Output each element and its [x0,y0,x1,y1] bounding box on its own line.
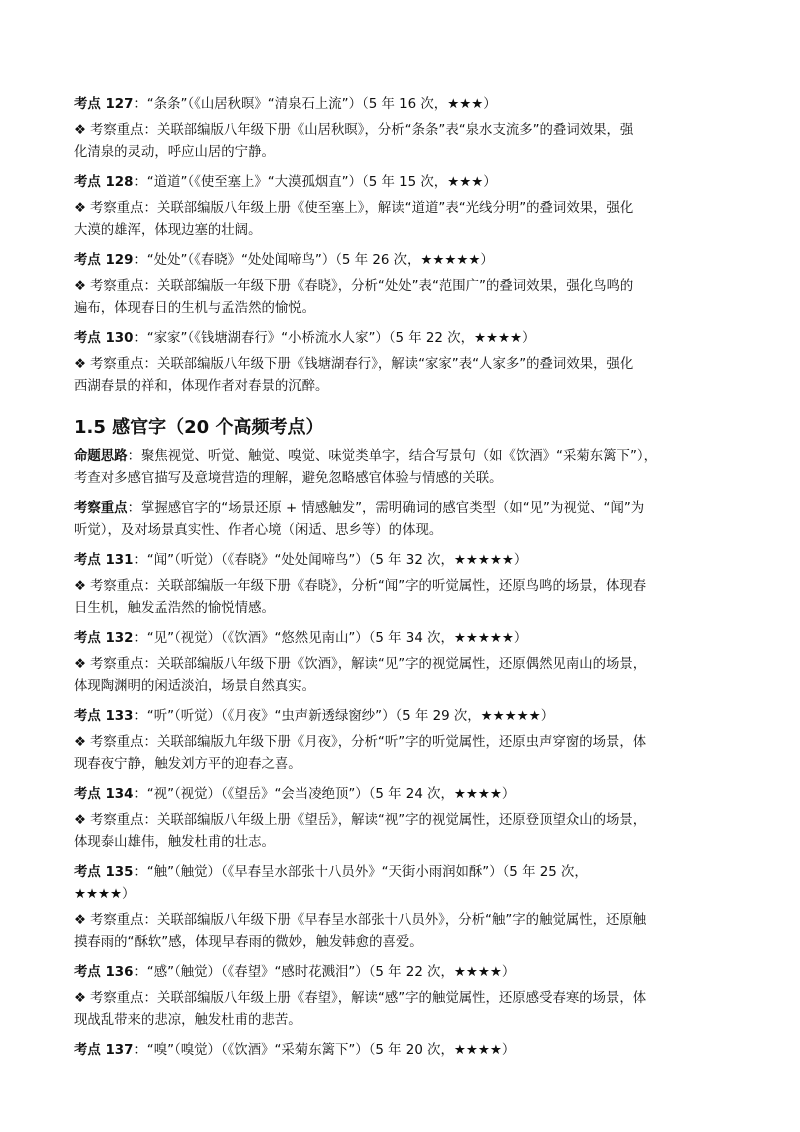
exam-point-label: 考点 127 [74,97,134,112]
exam-point-label: 考点 133 [74,709,134,724]
exam-focus-line: 现战乱带来的悲凉，触发杜甫的悲苦。 [74,1013,302,1028]
exam-point-item [74,172,726,242]
diamond-bullet-icon: ❖ [74,657,87,672]
exam-point-title [74,706,726,728]
exam-point-heading: ：“见”（视觉）（《饮酒》“悠然见南山”）（5 年 34 次，★★★★★） [133,631,528,646]
exam-focus-line: 摸春雨的“酥软”感，体现早春雨的微妙，触发韩愈的喜爱。 [74,935,423,950]
exam-focus-block [74,910,726,954]
exam-point-heading: ：“处处”（《春晓》“处处闻啼鸟”）（5 年 26 次，★★★★★） [133,253,494,268]
exam-focus-block [74,120,726,164]
exam-point-heading: ：“家家”（《钱塘湖春行》“小桥流水人家”）（5 年 22 次，★★★★） [133,331,536,346]
exam-focus-line: 大漠的雄浑，体现边塞的壮阔。 [74,223,262,238]
diamond-bullet-icon: ❖ [74,579,87,594]
exam-focus-block [74,576,726,620]
exam-focus-line: 考察重点：关联部编版八年级上册《使至塞上》，解读“道道”表“光线分明”的叠词效果，强化 [90,201,634,216]
exam-point-item [74,550,726,620]
exam-point-heading: ：“条条”（《山居秋暝》“清泉石上流”）（5 年 16 次，★★★） [133,97,497,112]
exam-focus-line: 遍布，体现春日的生机与孟浩然的愉悦。 [74,301,316,316]
diamond-bullet-icon: ❖ [74,357,87,372]
exam-point-title [74,250,726,272]
exam-focus-line: 考察重点：关联部编版九年级下册《月夜》，分析“听”字的听觉属性，还原虫声穿窗的场景，体 [90,735,647,750]
exam-focus-block [74,988,726,1032]
exam-focus-line: 考察重点：关联部编版八年级上册《春望》，解读“感”字的触觉属性，还原感受春寒的场景，体 [90,991,647,1006]
exam-point-heading: ：“听”（听觉）（《月夜》“虫声新透绿窗纱”）（5 年 29 次，★★★★★） [133,709,555,724]
paragraph-line: ：聚焦视觉、听觉、触觉、嗅觉、味觉类单字，结合写景句（如《饮酒》“采菊东篱下”）， [127,449,657,464]
exam-point-title [74,550,726,572]
exam-point-label: 考点 131 [74,553,134,568]
paragraph-lead: 命题思路 [74,449,128,464]
diamond-bullet-icon: ❖ [74,913,87,928]
exam-point-heading: ：“嗅”（嗅觉）（《饮酒》“采菊东篱下”）（5 年 20 次，★★★★） [133,1043,516,1058]
exam-point-item [74,862,726,954]
exam-focus-line: 化清泉的灵动，呼应山居的宁静。 [74,145,275,160]
exam-focus-paragraph [74,498,726,542]
exam-focus-line: 考察重点：关联部编版八年级下册《早春呈水部张十八员外》，分析“触”字的触觉属性，还原触 [90,913,647,928]
exam-point-title [74,962,726,984]
exam-point-item [74,628,726,698]
exam-point-label: 考点 128 [74,175,134,190]
paragraph-line: 考查对多感官描写及意境营造的理解，避免忽略感官体验与情感的关联。 [74,471,503,486]
exam-point-title [74,328,726,350]
paragraph-line: ：掌握感官字的“场景还原 + 情感触发”，需明确词的感官类型（如“见”为视觉、“闻”为 [127,501,645,516]
diamond-bullet-icon: ❖ [74,735,87,750]
exam-point-title [74,1040,726,1062]
exam-point-label: 考点 137 [74,1043,134,1058]
diamond-bullet-icon: ❖ [74,201,87,216]
exam-focus-line: 考察重点：关联部编版一年级下册《春晓》，分析“处处”表“范围广”的叠词效果，强化鸟鸣的 [90,279,634,294]
exam-point-item [74,94,726,164]
exam-focus-line: 日生机，触发孟浩然的愉悦情感。 [74,601,275,616]
diamond-bullet-icon: ❖ [74,123,87,138]
exam-focus-line: 体现陶渊明的闲适淡泊，场景自然真实。 [74,679,316,694]
exam-focus-line: 考察重点：关联部编版八年级下册《钱塘湖春行》，解读“家家”表“人家多”的叠词效果，强化 [90,357,634,372]
exam-point-heading: ：“触”（触觉）（《早春呈水部张十八员外》“天街小雨润如酥”）（5 年 25 次， [133,865,588,880]
exam-point-label: 考点 132 [74,631,134,646]
exam-point-label: 考点 135 [74,865,134,880]
diamond-bullet-icon: ❖ [74,813,87,828]
exam-point-label: 考点 134 [74,787,134,802]
paragraph-line: 听觉），及对场景真实性、作者心境（闲适、思乡等）的体现。 [74,523,443,538]
exam-focus-block [74,810,726,854]
design-idea-paragraph [74,446,726,490]
paragraph-lead: 考察重点 [74,501,128,516]
exam-point-heading: ：“感”（触觉）（《春望》“感时花溅泪”）（5 年 22 次，★★★★） [133,965,516,980]
exam-point-item [74,250,726,320]
exam-focus-line: 西湖春景的祥和，体现作者对春景的沉醉。 [74,379,329,394]
exam-point-heading: ：“视”（视觉）（《望岳》“会当凌绝顶”）（5 年 24 次，★★★★） [133,787,516,802]
exam-focus-block [74,354,726,398]
exam-point-item [74,784,726,854]
exam-focus-line: 现春夜宁静，触发刘方平的迎春之喜。 [74,757,302,772]
exam-point-heading-cont: ★★★★） [74,887,136,902]
exam-point-label: 考点 130 [74,331,134,346]
exam-point-heading: ：“闻”（听觉）（《春晓》“处处闻啼鸟”）（5 年 32 次，★★★★★） [133,553,528,568]
exam-focus-block [74,654,726,698]
diamond-bullet-icon: ❖ [74,991,87,1006]
section-heading: 1.5 感官字（20 个高频考点） [74,417,324,438]
exam-focus-block [74,198,726,242]
exam-focus-line: 考察重点：关联部编版八年级下册《饮酒》，解读“见”字的视觉属性，还原偶然见南山的场景， [90,657,647,672]
exam-point-title [74,628,726,650]
exam-point-label: 考点 136 [74,965,134,980]
exam-point-title [74,172,726,194]
diamond-bullet-icon: ❖ [74,279,87,294]
exam-point-title [74,94,726,116]
exam-point-item [74,962,726,1032]
exam-focus-line: 体现泰山雄伟，触发杜甫的壮志。 [74,835,275,850]
exam-point-label: 考点 129 [74,253,134,268]
exam-point-title [74,784,726,806]
exam-point-item [74,706,726,776]
exam-point-title [74,862,726,884]
exam-focus-line: 考察重点：关联部编版一年级下册《春晓》，分析“闻”字的听觉属性，还原鸟鸣的场景，体现春 [90,579,647,594]
exam-focus-block [74,276,726,320]
exam-focus-line: 考察重点：关联部编版八年级上册《望岳》，解读“视”字的视觉属性，还原登顶望众山的场景， [90,813,647,828]
exam-point-item [74,1040,726,1062]
exam-focus-block [74,732,726,776]
exam-focus-line: 考察重点：关联部编版八年级下册《山居秋暝》，分析“条条”表“泉水支流多”的叠词效果，强 [90,123,634,138]
exam-point-item [74,328,726,398]
exam-point-heading: ：“道道”（《使至塞上》“大漠孤烟直”）（5 年 15 次，★★★） [133,175,497,190]
